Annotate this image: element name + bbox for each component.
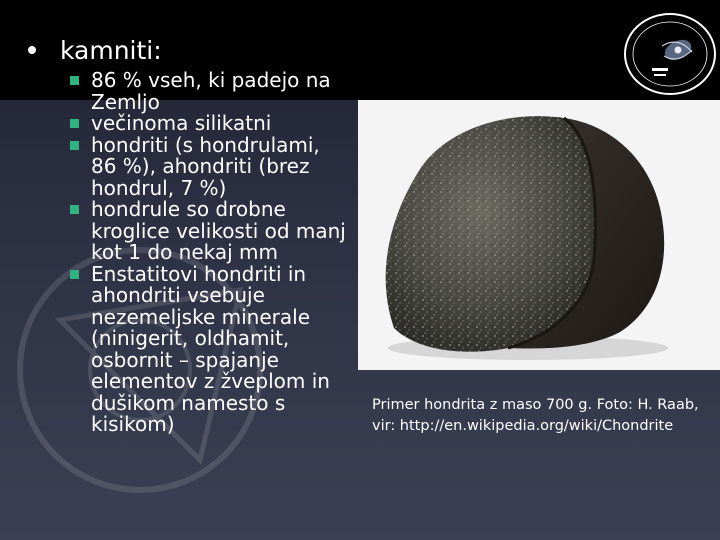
bullet-item xyxy=(68,261,348,436)
slide-heading: kamniti: xyxy=(60,36,162,65)
square-bullet-icon xyxy=(70,205,79,214)
bullet-item xyxy=(68,113,348,135)
square-bullet-icon xyxy=(70,270,79,279)
bullet-text: hondriti (s hondrulami, 86 %), ahondriti (brez hondrul, 7 %) xyxy=(91,132,320,200)
square-bullet-icon xyxy=(70,76,79,85)
main-bullet-icon xyxy=(28,46,36,54)
bullet-item xyxy=(68,70,348,113)
bullet-list xyxy=(68,70,348,436)
square-bullet-icon xyxy=(70,141,79,150)
photo-caption: Primer hondrita z maso 700 g. Foto: H. Raab, vir: http://en.wikipedia.org/wiki/Chondrite xyxy=(372,397,699,434)
bullet-text: hondrule so drobne kroglice velikosti od manj kot 1 do nekaj mm xyxy=(91,197,346,264)
meteorite-photo xyxy=(358,100,720,370)
bullet-text: večinoma silikatni xyxy=(91,111,272,135)
square-bullet-icon xyxy=(70,119,79,128)
bullet-text: Enstatitovi hondriti in ahondriti vsebuje nezemeljske minerale (ninigerit, oldhamit, osbornit – spajanje elementov z žveplom in dušikom namesto s kisikom) xyxy=(91,261,330,436)
galaxy-badge-logo-icon xyxy=(622,6,718,102)
bullet-text: 86 % vseh, ki padejo na Zemljo xyxy=(91,68,331,114)
bullet-item xyxy=(68,199,348,264)
bullet-item xyxy=(68,132,348,200)
